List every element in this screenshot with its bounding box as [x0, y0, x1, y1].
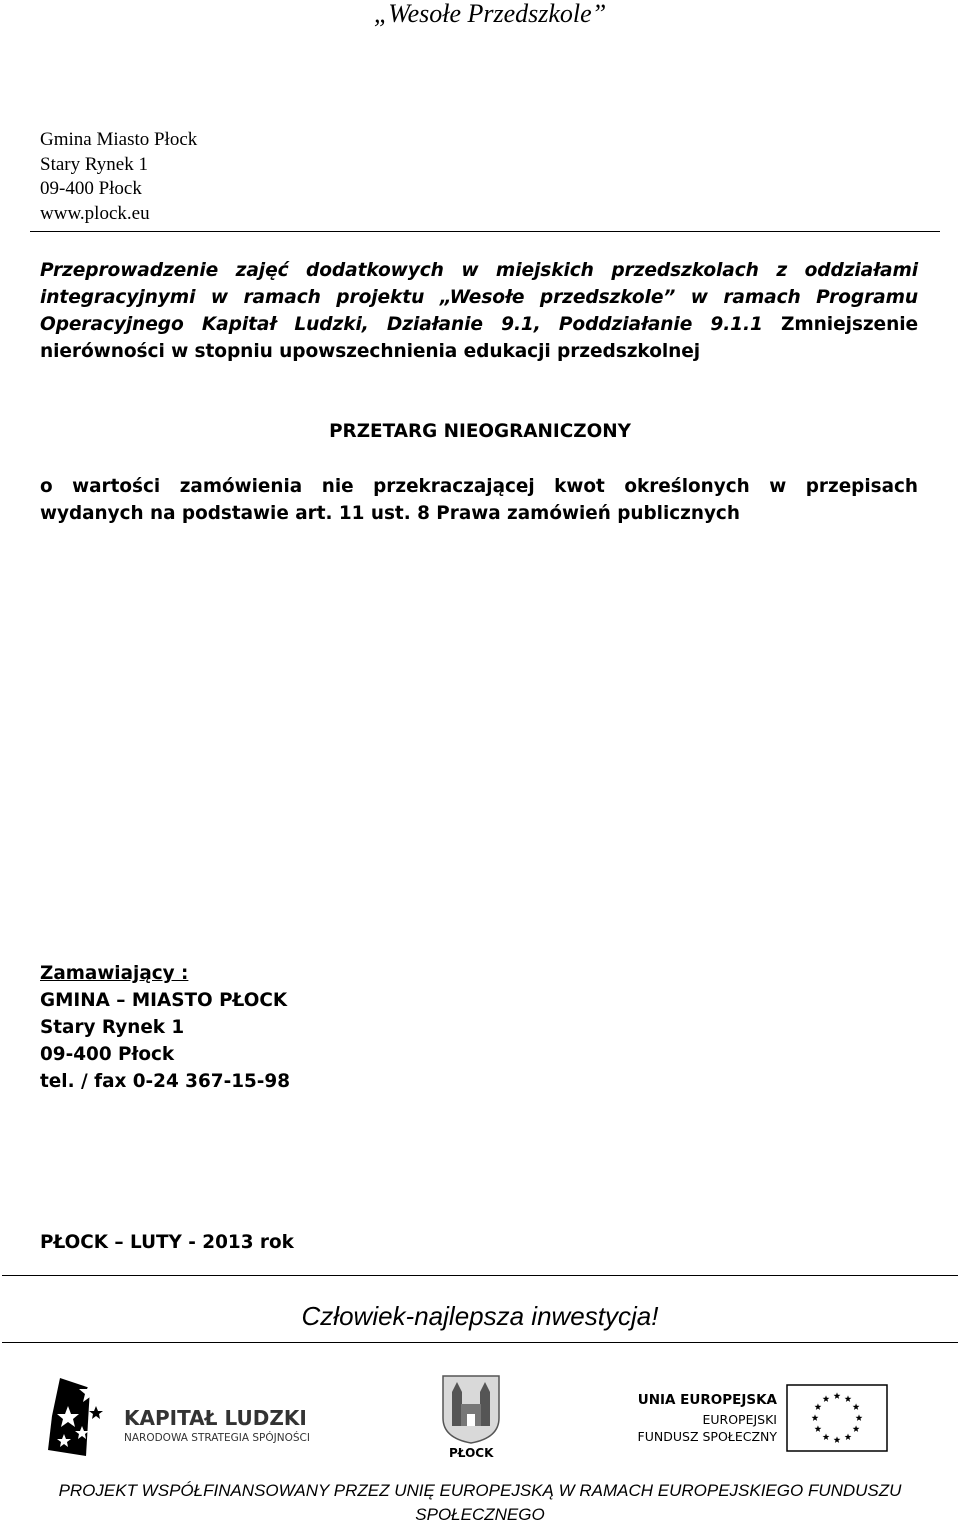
tender-title: PRZETARG NIEOGRANICZONY — [329, 421, 631, 442]
header-title: „Wesołe Przedszkole” — [373, 0, 607, 28]
eu-flag-icon — [786, 1384, 888, 1452]
subject-paragraph — [40, 257, 918, 365]
eu-logo-line2: EUROPEJSKI — [702, 1412, 777, 1427]
address-line-name: Gmina Miasto Płock — [40, 129, 198, 150]
address-line-city: 09-400 Płock — [40, 178, 142, 199]
footer-bottom-divider — [2, 1342, 958, 1343]
header-divider — [30, 231, 940, 232]
slogan: Człowiek-najlepsza inwestycja! — [301, 1301, 659, 1331]
contracting-city: 09-400 Płock — [40, 1044, 175, 1065]
address-line-website: www.plock.eu — [40, 202, 150, 224]
eu-logo-line3: FUNDUSZ SPOŁECZNY — [637, 1429, 777, 1444]
kapital-ludzki-subtitle: NARODOWA STRATEGIA SPÓJNOŚCI — [124, 1432, 310, 1444]
eu-logo-line1: UNIA EUROPEJSKA — [637, 1392, 777, 1408]
contracting-phone: tel. / fax 0-24 367-15-98 — [40, 1071, 291, 1092]
subject-text: Przeprowadzenie zajęć dodatkowych w miejskich przedszkolach z oddziałami integracyjnymi w ramach projektu „Wesołe przedszkole” w ramach Programu Operacyjnego Kapitał Ludzki, Działanie 9.1, Poddziałanie 9.1.1 — [40, 260, 918, 335]
contracting-street: Stary Rynek 1 — [40, 1017, 185, 1038]
subject-text-upright: Zmniejszenie nierówności w stopniu upowszechnienia edukacji przedszkolnej — [40, 314, 918, 362]
tender-description: o wartości zamówienia nie przekraczającej kwot określonych w przepisach wydanych na podstawie art. 11 ust. 8 Prawa zamówień publicznych — [40, 476, 918, 524]
place-date: PŁOCK – LUTY - 2013 rok — [40, 1232, 294, 1253]
contracting-authority — [40, 960, 290, 1095]
footer-top-divider — [2, 1275, 958, 1276]
plock-label: PŁOCK — [449, 1446, 494, 1460]
plock-coat-of-arms — [440, 1374, 502, 1464]
address-block — [40, 128, 197, 226]
eu-logo — [637, 1384, 890, 1454]
plock-castle-icon — [440, 1374, 502, 1444]
cofinancing-footer: PROJEKT WSPÓŁFINANSOWANY PRZEZ UNIĘ EUROPEJSKĄ W RAMACH EUROPEJSKIEGO FUNDUSZU SPOŁECZNEGO — [58, 1481, 902, 1524]
kapital-ludzki-title: KAPITAŁ LUDZKI — [124, 1406, 307, 1430]
contracting-name: GMINA – MIASTO PŁOCK — [40, 990, 288, 1011]
kapital-ludzki-emblem-icon — [46, 1376, 106, 1458]
contracting-label: Zamawiający : — [40, 963, 189, 984]
kapital-ludzki-logo — [46, 1376, 346, 1461]
address-line-street: Stary Rynek 1 — [40, 153, 148, 175]
